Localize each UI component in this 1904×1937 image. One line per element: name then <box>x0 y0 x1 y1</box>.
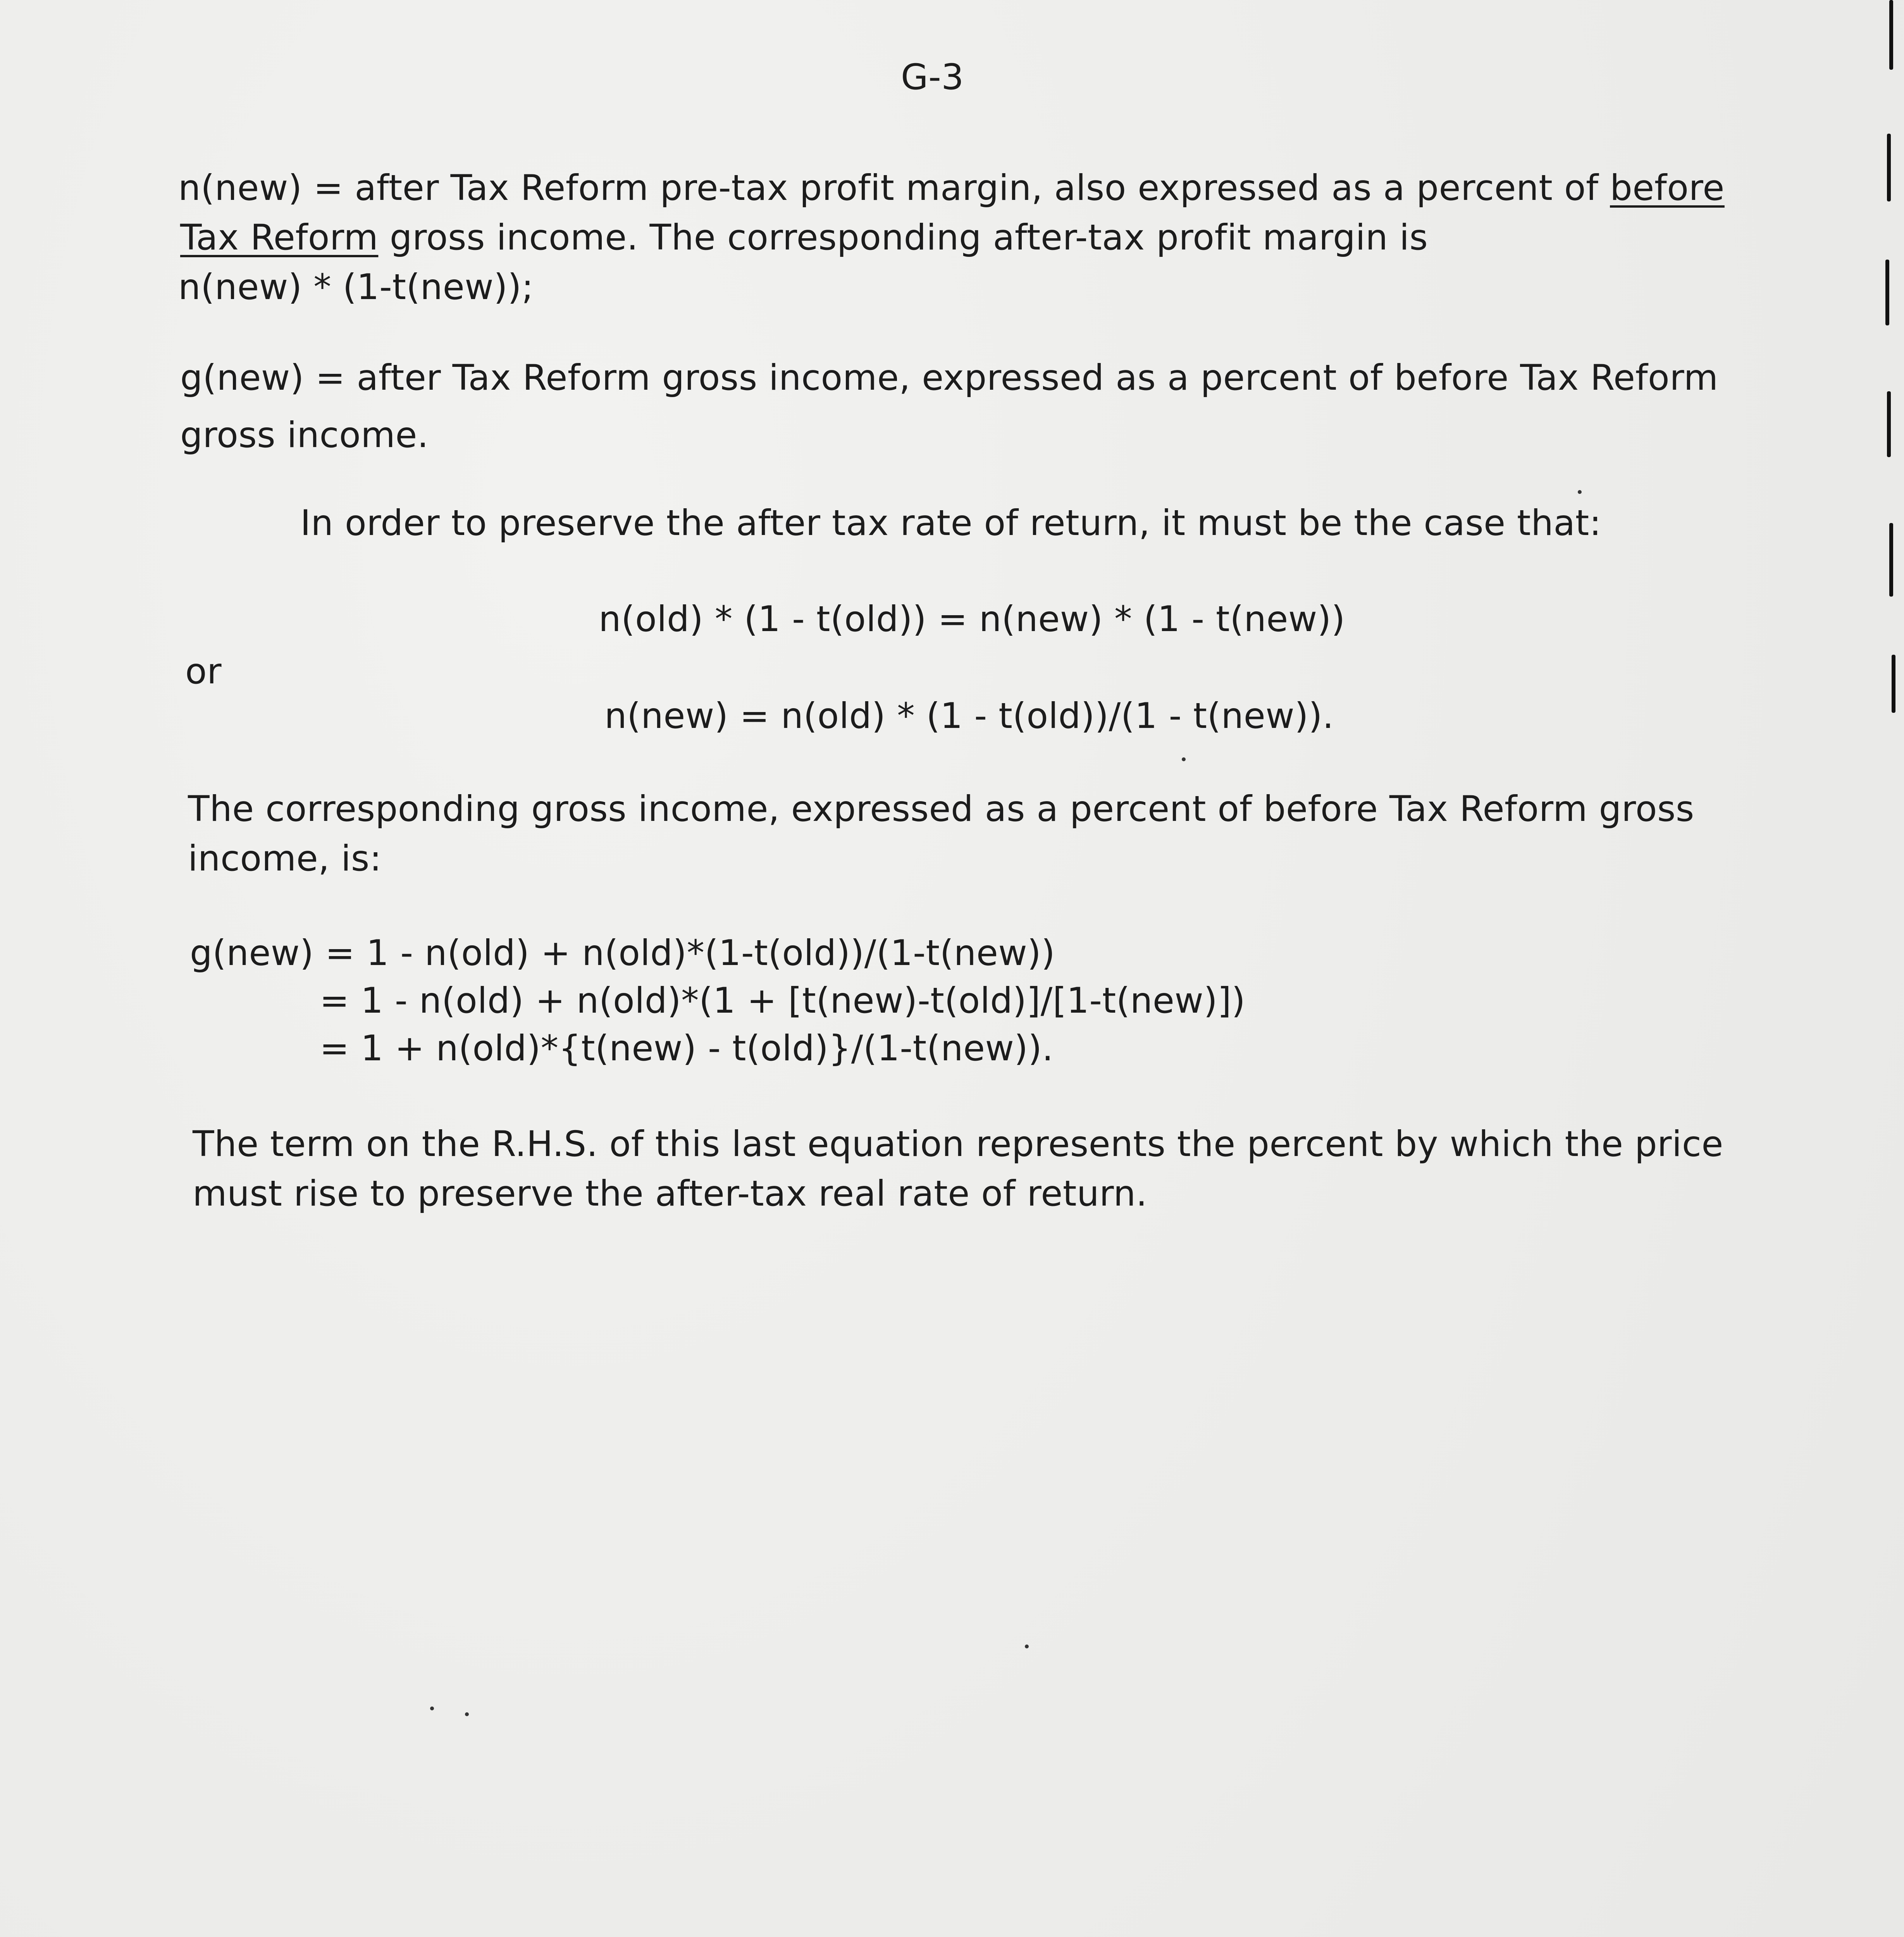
g-new-definition-line1: g(new) = after Tax Reform gross income, expressed as a percent of before Tax Reform <box>180 358 1718 398</box>
n-new-definition-line2 <box>180 213 1428 263</box>
revision-bar <box>1892 655 1895 713</box>
revision-bar <box>1885 260 1889 325</box>
scan-speck <box>1578 490 1582 494</box>
preserve-intro: In order to preserve the after tax rate of return, it must be the case that: <box>300 503 1601 544</box>
revision-bar <box>1889 0 1893 70</box>
scan-speck <box>430 1706 434 1710</box>
gross-intro-line1: The corresponding gross income, expressed as a percent of before Tax Reform gross <box>188 789 1694 829</box>
revision-bar <box>1887 391 1891 457</box>
scan-speck <box>1182 757 1186 761</box>
n-new-definition-text: n(new) = after Tax Reform pre-tax profit margin, also expressed as a percent of <box>178 168 1610 208</box>
g-new-definition-line2: gross income. <box>180 415 429 456</box>
page-number: G-3 <box>901 57 964 98</box>
g-equation-line2: = 1 - n(old) + n(old)*(1 + [t(new)-t(old)]/[1-t(new)]) <box>320 981 1246 1021</box>
scan-speck <box>1025 1645 1029 1648</box>
revision-bar <box>1887 134 1891 201</box>
n-new-definition-rest: gross income. The corresponding after-tax profit margin is <box>378 217 1428 258</box>
tax-reform-underlined: Tax Reform <box>180 217 379 258</box>
equation-2: n(new) = n(old) * (1 - t(old))/(1 - t(new)). <box>604 696 1334 736</box>
g-equation-line1: g(new) = 1 - n(old) + n(old)*(1-t(old))/(1-t(new)) <box>190 933 1055 974</box>
conclusion-line1: The term on the R.H.S. of this last equation represents the percent by which the price <box>193 1124 1723 1165</box>
revision-bar <box>1889 523 1893 597</box>
n-new-after-tax-formula: n(new) * (1-t(new)); <box>178 267 534 308</box>
conclusion-line2: must rise to preserve the after-tax real rate of return. <box>193 1173 1148 1214</box>
or-label: or <box>185 651 222 692</box>
equation-1: n(old) * (1 - t(old)) = n(new) * (1 - t(new)) <box>599 599 1345 640</box>
g-equation-line3: = 1 + n(old)*{t(new) - t(old)}/(1-t(new)). <box>320 1028 1054 1069</box>
before-underlined: before <box>1610 168 1725 208</box>
gross-intro-line2: income, is: <box>188 838 382 879</box>
n-new-definition-line1 <box>178 163 1725 213</box>
scan-speck <box>465 1712 469 1716</box>
